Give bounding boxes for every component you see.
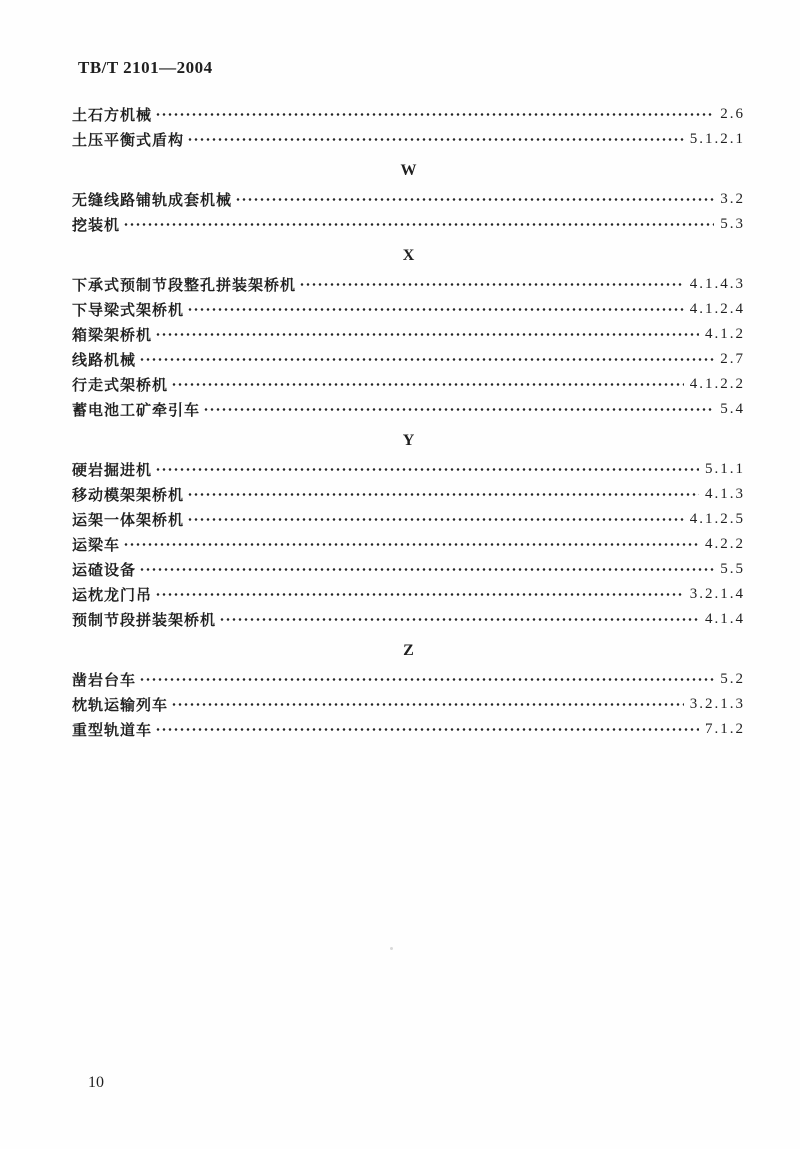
index-term: 土石方机械 (72, 108, 153, 124)
index-section-reference: 5.1.1 (705, 461, 745, 477)
section-letter-heading: X (402, 247, 415, 264)
index-section-reference: 2.7 (720, 351, 745, 367)
dotted-leader (139, 347, 714, 372)
index-entry-row (72, 187, 745, 212)
dotted-leader (123, 212, 714, 237)
dotted-leader (187, 482, 699, 507)
index-section-reference: 4.1.4 (705, 611, 745, 627)
index-entry-row (72, 532, 745, 557)
index-entry-row (72, 607, 745, 632)
index-entry-row (72, 102, 745, 127)
dotted-leader (171, 692, 684, 717)
index-term: 线路机械 (72, 353, 137, 369)
index-section-reference: 4.1.2.4 (689, 301, 745, 317)
index-section-reference: 3.2.1.3 (689, 696, 745, 712)
index-section-reference: 5.5 (720, 561, 745, 577)
index-entry-row (72, 212, 745, 237)
index-term: 运枕龙门吊 (72, 588, 153, 604)
index-entry-row (72, 372, 745, 397)
index-list (72, 102, 745, 742)
index-entry-row (72, 322, 745, 347)
index-term: 箱梁架桥机 (72, 328, 153, 344)
section-letter-heading: Y (402, 432, 415, 449)
index-section (72, 428, 745, 632)
index-section-reference: 5.4 (720, 401, 745, 417)
dotted-leader (139, 667, 714, 692)
dotted-leader (139, 557, 714, 582)
index-term: 硬岩掘进机 (72, 463, 153, 479)
dotted-leader (155, 582, 684, 607)
index-section-reference: 3.2.1.4 (689, 586, 745, 602)
index-entry-row (72, 667, 745, 692)
index-section-reference: 4.1.2.2 (689, 376, 745, 392)
index-section (72, 158, 745, 237)
index-entry-row (72, 582, 745, 607)
dotted-leader (235, 187, 714, 212)
index-entry-row (72, 482, 745, 507)
section-entries (72, 272, 745, 422)
index-section (72, 102, 745, 152)
section-letter-heading: W (400, 162, 417, 179)
dotted-leader (203, 397, 714, 422)
dotted-leader (155, 322, 699, 347)
dotted-leader (187, 297, 684, 322)
dotted-leader (219, 607, 699, 632)
index-term: 移动模架架桥机 (72, 488, 185, 504)
index-entry-row (72, 397, 745, 422)
index-section (72, 243, 745, 422)
section-entries (72, 457, 745, 632)
dotted-leader (155, 717, 699, 742)
dotted-leader (187, 127, 684, 152)
index-entry-row (72, 297, 745, 322)
index-term: 枕轨运输列车 (72, 698, 169, 714)
dotted-leader (155, 457, 699, 482)
index-section-reference: 3.2 (720, 191, 745, 207)
index-term: 运架一体架桥机 (72, 513, 185, 529)
index-section-reference: 5.2 (720, 671, 745, 687)
index-section (72, 638, 745, 742)
index-term: 运梁车 (72, 538, 121, 554)
index-entry-row (72, 557, 745, 582)
dotted-leader (299, 272, 684, 297)
index-section-reference: 5.1.2.1 (689, 131, 745, 147)
index-section-reference: 4.1.4.3 (689, 276, 745, 292)
index-section-reference: 4.2.2 (705, 536, 745, 552)
section-letter-heading: Z (403, 642, 414, 659)
index-entry-row (72, 717, 745, 742)
page-number: 10 (88, 1074, 104, 1091)
document-standard-number: TB/T 2101—2004 (78, 58, 213, 77)
index-section-reference: 7.1.2 (705, 721, 745, 737)
dotted-leader (155, 102, 714, 127)
index-term: 蓄电池工矿牵引车 (72, 403, 201, 419)
index-section-reference: 4.1.2 (705, 326, 745, 342)
index-section-reference: 4.1.2.5 (689, 511, 745, 527)
index-term: 挖装机 (72, 218, 121, 234)
index-term: 重型轨道车 (72, 723, 153, 739)
index-entry-row (72, 692, 745, 717)
index-term: 行走式架桥机 (72, 378, 169, 394)
index-term: 预制节段拼装架桥机 (72, 613, 217, 629)
section-entries (72, 102, 745, 152)
index-term: 土压平衡式盾构 (72, 133, 185, 149)
section-entries (72, 667, 745, 742)
index-entry-row (72, 347, 745, 372)
index-entry-row (72, 272, 745, 297)
index-entry-row (72, 127, 745, 152)
index-term: 下承式预制节段整孔拼装架桥机 (72, 278, 297, 294)
index-section-reference: 5.3 (720, 216, 745, 232)
section-entries (72, 187, 745, 237)
index-entry-row (72, 507, 745, 532)
dotted-leader (187, 507, 684, 532)
index-section-reference: 4.1.3 (705, 486, 745, 502)
index-term: 下导梁式架桥机 (72, 303, 185, 319)
dotted-leader (123, 532, 699, 557)
index-term: 运碴设备 (72, 563, 137, 579)
index-term: 凿岩台车 (72, 673, 137, 689)
dotted-leader (171, 372, 684, 397)
scan-artifact-dot (390, 947, 393, 950)
index-section-reference: 2.6 (720, 106, 745, 122)
index-entry-row (72, 457, 745, 482)
index-term: 无缝线路铺轨成套机械 (72, 193, 233, 209)
